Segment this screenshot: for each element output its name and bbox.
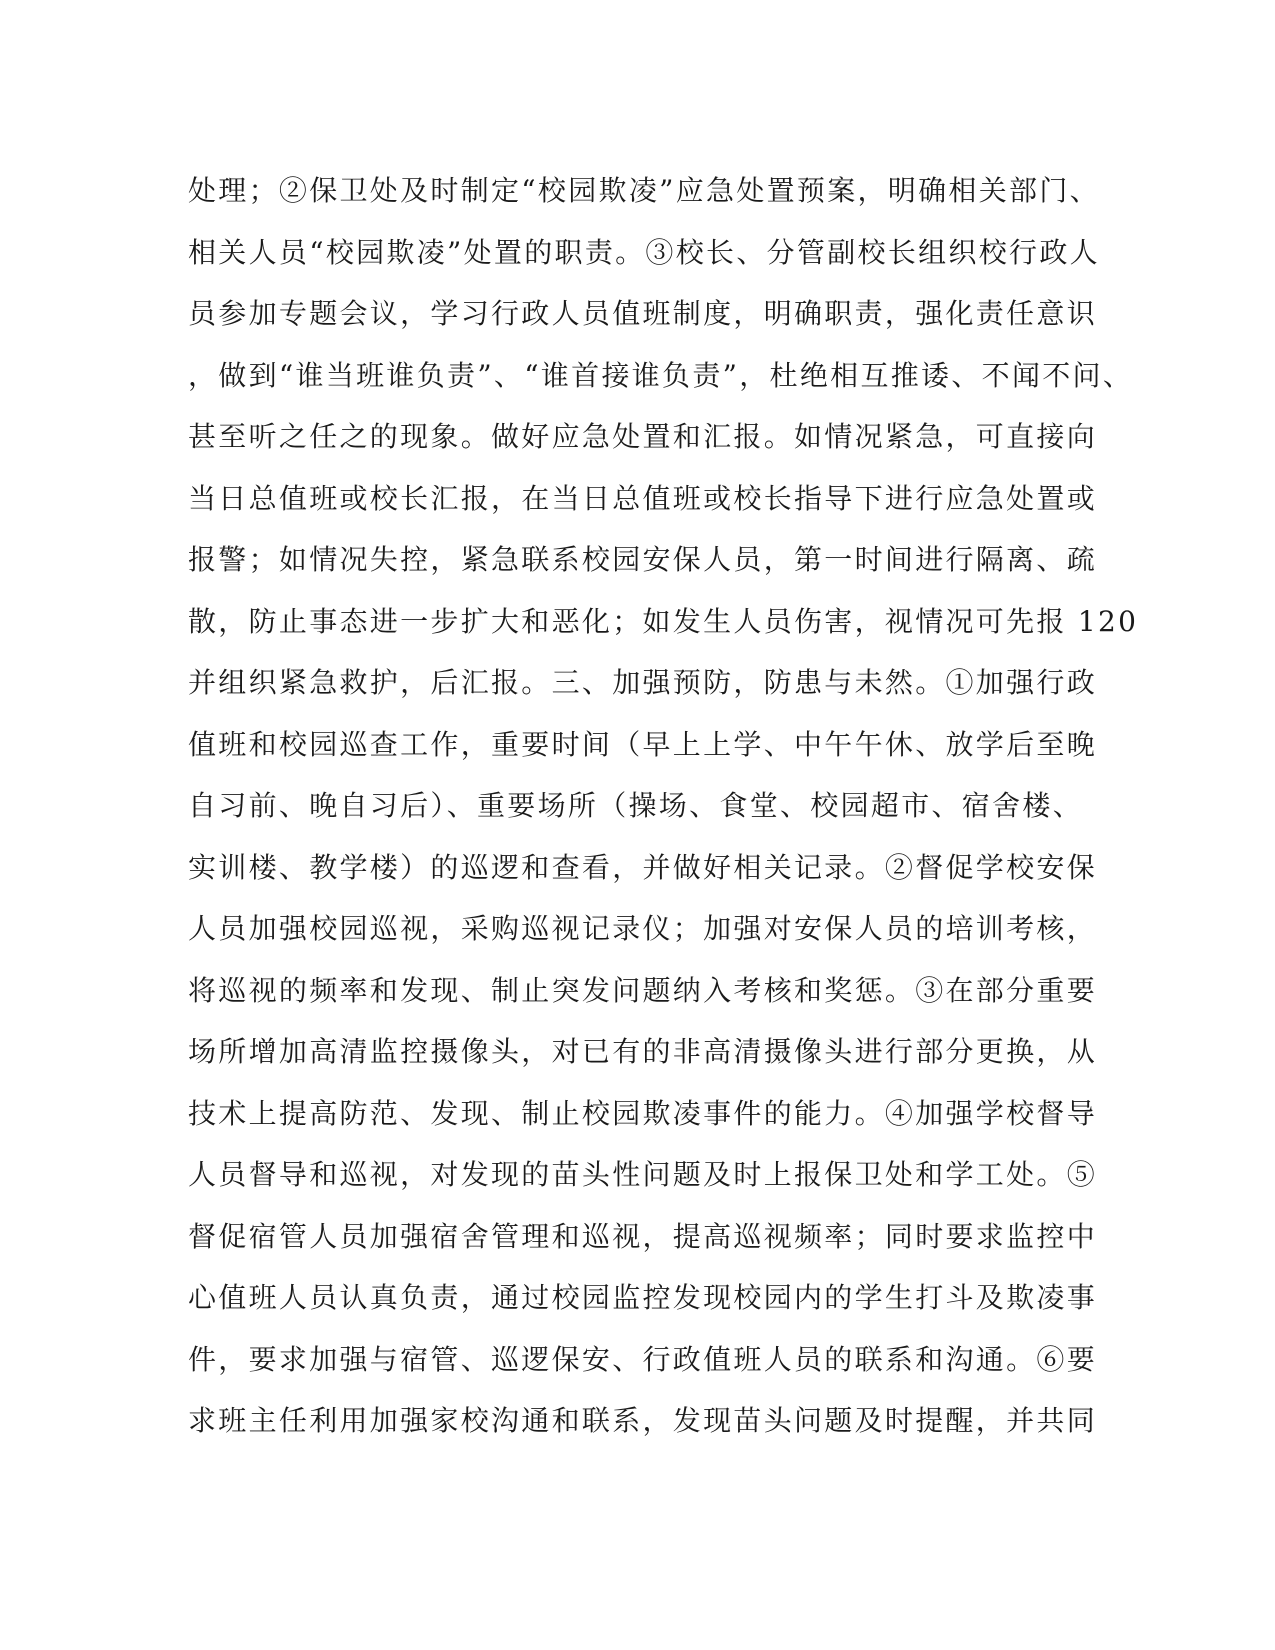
body-text	[188, 160, 1139, 1452]
text-line: 心值班人员认真负责，通过校园监控发现校园内的学生打斗及欺凌事	[188, 1281, 1098, 1314]
text-line: 相关人员“校园欺凌”处置的职责。③校长、分管副校长组织校行政人	[188, 235, 1100, 269]
text-line: 当日总值班或校长汇报，在当日总值班或校长指导下进行应急处置或	[188, 481, 1098, 515]
text-line: 件，要求加强与宿管、巡逻保安、行政值班人员的联系和沟通。⑥要	[188, 1342, 1098, 1376]
text-line: 员参加专题会议，学习行政人员值班制度，明确职责，强化责任意识	[188, 297, 1098, 330]
text-line: ，做到“谁当班谁负责”、“谁首接谁负责”，杜绝相互推诿、不闻不问、	[188, 358, 1134, 392]
text-line: 散，防止事态进一步扩大和恶化；如发生人员伤害，视情况可先报 120	[188, 604, 1139, 638]
text-line: 并组织紧急救护，后汇报。三、加强预防，防患与未然。①加强行政	[188, 666, 1098, 699]
text-line: 将巡视的频率和发现、制止突发问题纳入考核和奖惩。③在部分重要	[188, 973, 1098, 1007]
text-line: 值班和校园巡查工作，重要时间（早上上学、中午午休、放学后至晚	[188, 727, 1098, 761]
text-line: 报警；如情况失控，紧急联系校园安保人员，第一时间进行隔离、疏	[188, 543, 1098, 576]
text-line: 技术上提高防范、发现、制止校园欺凌事件的能力。④加强学校督导	[188, 1096, 1098, 1130]
text-line: 自习前、晚自习后）、重要场所（操场、食堂、校园超市、宿舍楼、	[188, 789, 1084, 822]
text-line: 处理；②保卫处及时制定“校园欺凌”应急处置预案，明确相关部门、	[188, 174, 1100, 207]
text-line: 场所增加高清监控摄像头，对已有的非高清摄像头进行部分更换，从	[188, 1035, 1098, 1068]
text-line: 督促宿管人员加强宿舍管理和巡视，提高巡视频率；同时要求监控中	[188, 1219, 1098, 1253]
text-line: 人员加强校园巡视，采购巡视记录仪；加强对安保人员的培训考核，	[188, 912, 1098, 945]
text-line: 求班主任利用加强家校沟通和联系，发现苗头问题及时提醒，并共同	[188, 1404, 1098, 1437]
text-line: 实训楼、教学楼）的巡逻和查看，并做好相关记录。②督促学校安保	[188, 850, 1098, 884]
text-line: 甚至听之任之的现象。做好应急处置和汇报。如情况紧急，可直接向	[188, 420, 1098, 453]
text-line: 人员督导和巡视，对发现的苗头性问题及时上报保卫处和学工处。⑤	[188, 1158, 1098, 1191]
